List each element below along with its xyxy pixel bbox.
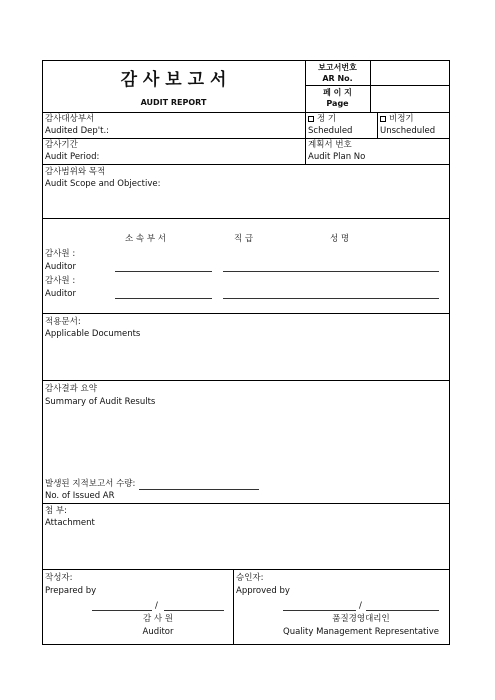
auditor-label-en: Auditor xyxy=(45,289,76,299)
prepared-name-field[interactable] xyxy=(92,610,152,611)
auditor-dept-field[interactable] xyxy=(115,298,212,299)
auditor-label-en: Auditor xyxy=(45,262,76,272)
section-divider xyxy=(42,380,450,381)
scheduled-label-en: Scheduled xyxy=(308,126,353,136)
ar-no-label: AR No. xyxy=(322,74,353,83)
plan-label-kr: 계획서 번호 xyxy=(308,140,352,150)
audit-report-form xyxy=(42,60,450,645)
approved-role-en: Quality Management Representative xyxy=(283,627,439,637)
issued-count-field[interactable] xyxy=(139,489,259,490)
page-subtitle: AUDIT REPORT xyxy=(140,98,207,107)
approved-label-en: Approved by xyxy=(236,586,290,596)
issued-label-kr: 발생된 지적보고서 수량: xyxy=(45,479,136,489)
section-divider xyxy=(42,138,450,139)
auditor-name-field[interactable] xyxy=(319,271,439,272)
scheduled-option[interactable] xyxy=(308,114,336,124)
unscheduled-checkbox[interactable] xyxy=(380,116,386,122)
scope-label-kr: 감사범위와 목적 xyxy=(45,167,106,177)
prepared-date-field[interactable] xyxy=(164,610,224,611)
prepared-role-en: Auditor xyxy=(142,627,174,637)
scope-label-en: Audit Scope and Objective: xyxy=(45,179,161,189)
auditor-label-kr: 감사원 : xyxy=(45,249,76,259)
unscheduled-label-kr: 비정기 xyxy=(389,114,414,124)
attachment-label-en: Attachment xyxy=(45,518,95,528)
period-label-en: Audit Period: xyxy=(45,152,100,162)
header-divider xyxy=(370,60,371,112)
approved-slash: / xyxy=(359,601,362,611)
section-divider xyxy=(42,112,450,113)
documents-label-kr: 적용문서: xyxy=(45,317,81,327)
approved-role-kr: 품질경영대리인 xyxy=(332,614,390,624)
dept-label-kr: 감사대상부서 xyxy=(45,114,95,124)
section-divider xyxy=(42,569,450,570)
prepared-label-en: Prepared by xyxy=(45,586,97,596)
page-kr-label: 페 이 지 xyxy=(323,88,352,97)
issued-label-en: No. of Issued AR xyxy=(45,491,115,501)
summary-label-en: Summary of Audit Results xyxy=(45,397,156,407)
section-divider xyxy=(42,218,450,219)
unscheduled-option[interactable] xyxy=(380,114,414,124)
prepared-label-kr: 작성자: xyxy=(45,573,73,583)
page-en-label: Page xyxy=(326,99,349,108)
scheduled-label-kr: 정 기 xyxy=(317,114,337,124)
approved-name-field[interactable] xyxy=(283,610,356,611)
attachment-label-kr: 첨 부: xyxy=(45,506,67,516)
dept-label-en: Audited Dep't.: xyxy=(45,126,110,136)
approved-label-kr: 승인자: xyxy=(236,573,264,583)
approved-date-field[interactable] xyxy=(366,610,439,611)
summary-label-kr: 감사결과 요약 xyxy=(45,384,97,394)
report-no-label: 보고서번호 xyxy=(318,63,357,72)
auditor-dept-field[interactable] xyxy=(115,271,212,272)
signature-divider xyxy=(233,569,234,645)
unscheduled-label-en: Unscheduled xyxy=(380,126,436,136)
plan-label-en: Audit Plan No xyxy=(308,152,366,162)
prepared-role-kr: 감 사 원 xyxy=(142,614,174,624)
col-name-header: 성 명 xyxy=(330,234,350,244)
section-divider xyxy=(42,164,450,165)
section-divider xyxy=(42,313,450,314)
auditor-name-field[interactable] xyxy=(319,298,439,299)
page-title: 감 사 보 고 서 xyxy=(120,70,227,90)
prepared-slash: / xyxy=(155,601,158,611)
section-divider xyxy=(42,503,450,504)
header-row-divider xyxy=(305,85,450,86)
scheduled-checkbox[interactable] xyxy=(308,116,314,122)
row-divider xyxy=(377,112,378,138)
period-label-kr: 감사기간 xyxy=(45,140,78,150)
documents-label-en: Applicable Documents xyxy=(45,329,141,339)
auditor-label-kr: 감사원 : xyxy=(45,276,76,286)
col-dept-header: 소 속 부 서 xyxy=(125,234,166,244)
col-rank-header: 직 급 xyxy=(234,234,254,244)
